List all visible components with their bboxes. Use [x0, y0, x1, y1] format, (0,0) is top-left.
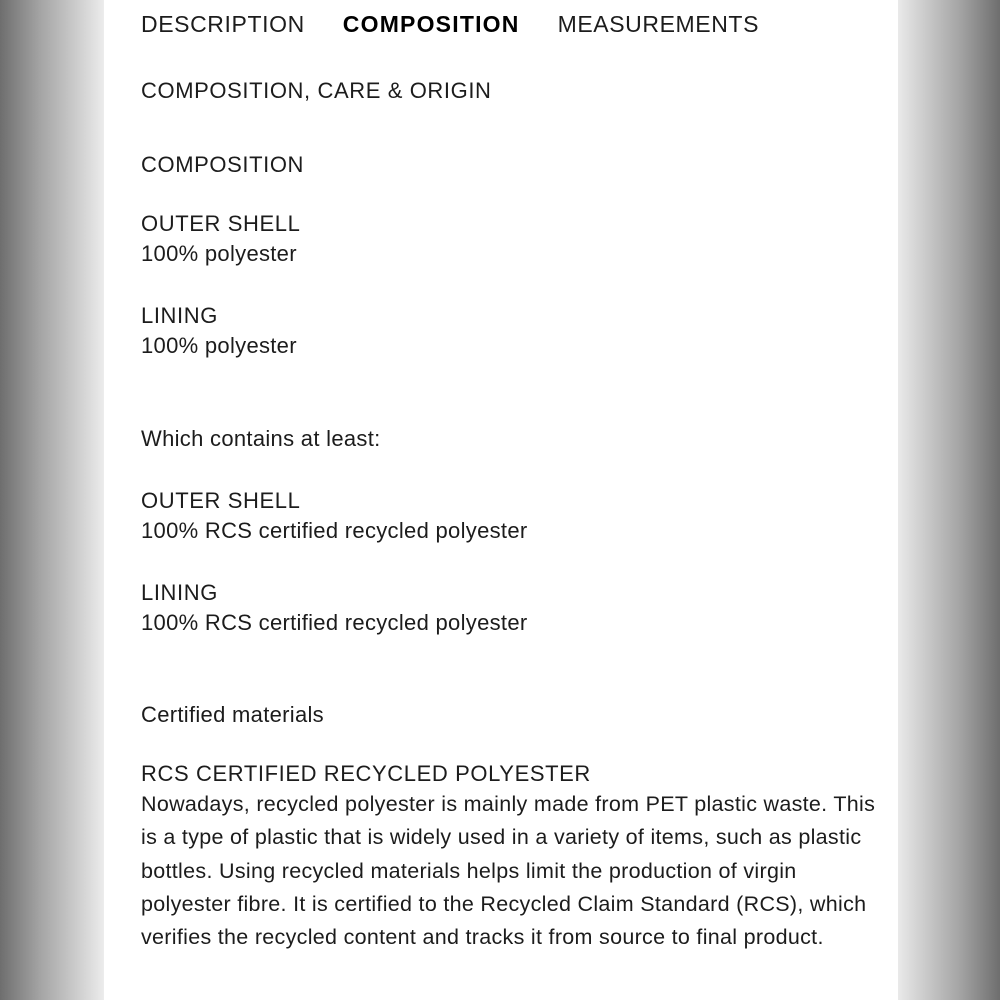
recycled-outer-shell-label: OUTER SHELL: [141, 488, 301, 513]
recycled-lining-value: 100% RCS certified recycled polyester: [141, 610, 528, 635]
outer-shell-value: 100% polyester: [141, 241, 297, 266]
lining-value: 100% polyester: [141, 333, 297, 358]
outer-shell-label: OUTER SHELL: [141, 211, 301, 236]
recycled-lining-label: LINING: [141, 580, 218, 605]
lining-label: LINING: [141, 303, 218, 328]
contains-intro: Which contains at least:: [141, 426, 381, 451]
section-title: COMPOSITION, CARE & ORIGIN: [141, 78, 492, 103]
composition-heading: COMPOSITION: [141, 152, 305, 177]
tab-bar: [141, 9, 759, 39]
product-info-panel: [104, 0, 898, 1000]
recycled-outer-shell-value: 100% RCS certified recycled polyester: [141, 518, 528, 543]
certified-materials-heading: Certified materials: [141, 702, 324, 727]
tab-description[interactable]: DESCRIPTION: [141, 11, 305, 37]
tab-measurements[interactable]: MEASUREMENTS: [557, 11, 760, 37]
material-description: Nowadays, recycled polyester is mainly made from PET plastic waste. This is a type of plastic that is widely used in a variety of items, such as plastic bottles. Using recycled materials helps limit the production of virgin polyester fibre. It is certified to the Recycled Claim Standard (RCS), which verifies the recycled content and tracks it from source to final product.: [141, 792, 876, 950]
tab-composition[interactable]: COMPOSITION: [342, 11, 520, 37]
material-title: RCS CERTIFIED RECYCLED POLYESTER: [141, 761, 591, 786]
